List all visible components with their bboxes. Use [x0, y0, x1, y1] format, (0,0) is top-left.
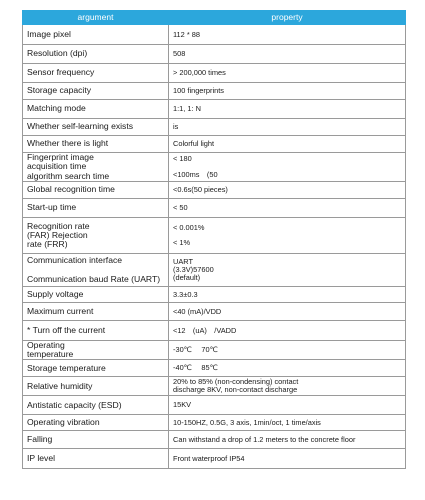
spec-argument-text: Maximum current [27, 305, 94, 316]
header-argument: argument [23, 11, 169, 25]
spec-property-cell [169, 254, 406, 287]
spec-argument-cell [23, 199, 169, 218]
spec-argument-cell [23, 449, 169, 469]
spec-property-text: <0.6s(50 pieces) [173, 185, 228, 195]
table-body [23, 25, 406, 469]
spec-argument-cell [23, 119, 169, 136]
spec-property-text: 20% to 85% (non-condensing) contact [173, 377, 299, 387]
spec-argument-cell [23, 377, 169, 396]
spec-argument-text: Recognition rate [27, 220, 90, 231]
spec-property-text: <40 (mA)/VDD [173, 306, 222, 316]
spec-argument-cell [23, 360, 169, 377]
spec-property-cell [169, 287, 406, 303]
spec-property-cell [169, 377, 406, 396]
spec-property-text: < 180 [173, 154, 192, 164]
table-row [23, 199, 406, 218]
spec-argument-text: Whether self-learning exists [27, 121, 134, 132]
spec-argument-cell [23, 341, 169, 360]
spec-table-container [22, 10, 405, 469]
spec-property-text: -30℃ 70℃ [173, 345, 218, 355]
spec-argument-text: Sensor frequency [27, 67, 95, 78]
spec-argument-text: Falling [27, 434, 53, 445]
spec-property-cell [169, 218, 406, 254]
spec-argument-cell [23, 303, 169, 321]
table-row [23, 287, 406, 303]
spec-argument-text: Matching mode [27, 103, 86, 114]
spec-argument-cell [23, 45, 169, 64]
spec-property-text: -40℃ 85℃ [173, 363, 218, 373]
spec-argument-cell [23, 83, 169, 100]
spec-property-text: < 50 [173, 203, 188, 213]
spec-property-text: (3.3V)57600 [173, 265, 214, 275]
spec-property-cell [169, 303, 406, 321]
spec-property-text: < 0.001% [173, 222, 205, 232]
spec-property-text: discharge 8KV, non-contact discharge [173, 385, 298, 395]
spec-argument-cell [23, 431, 169, 449]
spec-argument-text: IP level [27, 453, 56, 464]
spec-argument-text: acquisition time [27, 161, 87, 172]
spec-property-text: (default) [173, 272, 201, 282]
spec-argument-cell [23, 287, 169, 303]
spec-argument-text: Storage temperature [27, 362, 106, 373]
table-row [23, 45, 406, 64]
spec-property-cell [169, 45, 406, 64]
spec-property-text: 112 * 88 [173, 29, 200, 39]
spec-property-cell [169, 199, 406, 218]
spec-property-cell [169, 83, 406, 100]
spec-property-cell [169, 136, 406, 153]
spec-property-text: 3.3±0.3 [173, 289, 198, 299]
spec-property-cell [169, 360, 406, 377]
table-row [23, 360, 406, 377]
spec-property-text: Colorful light [173, 139, 215, 149]
spec-property-cell [169, 341, 406, 360]
spec-property-cell [169, 396, 406, 415]
spec-property-cell [169, 449, 406, 469]
spec-argument-text: Antistatic capacity (ESD) [27, 399, 122, 410]
spec-property-cell [169, 431, 406, 449]
spec-argument-text: rate (FRR) [27, 239, 68, 249]
table-row [23, 449, 406, 469]
table-row [23, 100, 406, 119]
spec-property-cell [169, 321, 406, 341]
spec-argument-cell [23, 153, 169, 182]
spec-argument-cell [23, 218, 169, 254]
table-row [23, 377, 406, 396]
spec-property-text: UART [173, 257, 193, 267]
spec-argument-text: * Turn off the current [27, 324, 106, 335]
spec-property-text: 508 [173, 49, 186, 59]
spec-argument-text: Communication interface [27, 255, 123, 266]
spec-property-text: is [173, 122, 179, 132]
spec-property-text: Front waterproof IP54 [173, 453, 245, 463]
spec-property-cell [169, 100, 406, 119]
table-row [23, 218, 406, 254]
spec-argument-cell [23, 182, 169, 199]
spec-argument-cell [23, 254, 169, 287]
spec-argument-text: Operating vibration [27, 417, 100, 428]
spec-argument-text: Relative humidity [27, 380, 93, 391]
spec-argument-text: Communication baud Rate (UART) [27, 273, 161, 284]
table-row [23, 303, 406, 321]
spec-argument-cell [23, 321, 169, 341]
spec-argument-text: Storage capacity [27, 85, 92, 96]
table-row [23, 415, 406, 431]
header-row [23, 11, 406, 25]
spec-property-text: 15KV [173, 400, 192, 410]
spec-property-text [173, 232, 401, 240]
spec-property-text: > 200,000 times [173, 68, 226, 78]
spec-argument-cell [23, 396, 169, 415]
table-row [23, 25, 406, 45]
table-row [23, 341, 406, 360]
table-row [23, 83, 406, 100]
table-row [23, 431, 406, 449]
table-row [23, 182, 406, 199]
spec-argument-text: Supply voltage [27, 288, 84, 299]
table-row [23, 254, 406, 287]
spec-property-text: Can withstand a drop of 1.2 meters to the concrete floor [173, 434, 356, 444]
spec-property-cell [169, 64, 406, 83]
spec-property-text: 1:1, 1: N [173, 104, 201, 114]
spec-property-text: <12 (uA) /VADD [173, 325, 237, 335]
spec-property-text: < 1% [173, 238, 191, 248]
spec-argument-text: (FAR) Rejection [27, 229, 88, 240]
table-row [23, 321, 406, 341]
spec-property-cell [169, 25, 406, 45]
specification-table [22, 10, 406, 469]
header-property: property [169, 11, 406, 25]
spec-property-cell [169, 182, 406, 199]
spec-argument-text: algorithm search time [27, 170, 110, 181]
spec-argument-cell [23, 415, 169, 431]
spec-argument-cell [23, 25, 169, 45]
spec-property-text: <100ms (50 [173, 169, 218, 179]
spec-argument-text: Operating [27, 340, 65, 350]
table-row [23, 64, 406, 83]
spec-argument-text: Global recognition time [27, 184, 115, 195]
spec-argument-cell [23, 136, 169, 153]
spec-argument-cell [23, 100, 169, 119]
spec-argument-text: Whether there is light [27, 138, 109, 149]
spec-argument-cell [23, 64, 169, 83]
spec-argument-text: Fingerprint image [27, 152, 94, 163]
spec-property-text: 10-150HZ, 0.5G, 3 axis, 1min/oct, 1 time/axis [173, 417, 321, 427]
spec-property-cell [169, 153, 406, 182]
spec-property-cell [169, 119, 406, 136]
spec-property-text: 100 fingerprints [173, 86, 224, 96]
table-row [23, 119, 406, 136]
table-row [23, 136, 406, 153]
spec-argument-text: temperature [27, 349, 74, 360]
spec-argument-text: Start-up time [27, 202, 77, 213]
table-row [23, 153, 406, 182]
table-row [23, 396, 406, 415]
spec-property-cell [169, 415, 406, 431]
spec-argument-text: Resolution (dpi) [27, 48, 88, 59]
spec-argument-text: Image pixel [27, 28, 71, 39]
